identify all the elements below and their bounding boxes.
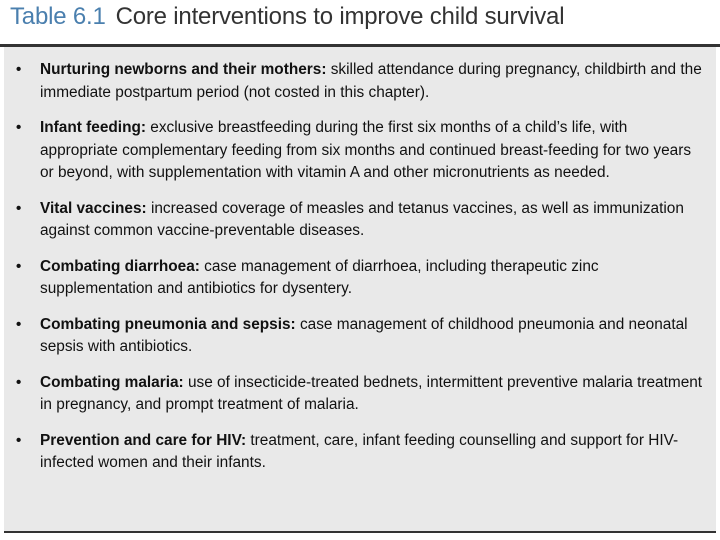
- bullet-icon: •: [16, 119, 22, 136]
- item-term: Nurturing newborns and their mothers:: [40, 61, 327, 78]
- item-text: treatment, care, infant feeding counselling and support for HIV-infected women and their infants.: [40, 431, 679, 471]
- intervention-list: [14, 59, 706, 488]
- list-item: [14, 314, 706, 359]
- list-item: [14, 117, 706, 185]
- item-term: Infant feeding:: [40, 119, 147, 136]
- bullet-icon: •: [16, 315, 22, 333]
- bullet-icon: •: [16, 373, 22, 391]
- item-term: Prevention and care for HIV:: [40, 431, 247, 449]
- item-term: Combating diarrhoea:: [40, 257, 200, 275]
- table-number: Table 6.1: [10, 3, 106, 30]
- list-item: [14, 430, 706, 475]
- list-item: [14, 256, 706, 301]
- table-header: [0, 0, 720, 42]
- bullet-icon: •: [16, 257, 22, 275]
- list-item: [14, 372, 706, 417]
- bullet-icon: •: [16, 199, 22, 217]
- bullet-icon: •: [16, 61, 22, 78]
- item-text: use of insecticide-treated bednets, intermittent preventive malaria treatment in pregnancy, and prompt treatment of malaria.: [40, 373, 703, 413]
- item-term: Vital vaccines:: [40, 199, 147, 217]
- bullet-icon: •: [16, 431, 22, 449]
- table-title-text: Core interventions to improve child survival: [115, 3, 565, 30]
- item-text: exclusive breastfeeding during the first six months of a child’s life, with appropriate complementary feeding from six months and continued breast-feeding for two years or beyond, with supplementation with vitamin A and other micronutrients as needed.: [40, 119, 692, 181]
- table-title: [10, 3, 564, 31]
- item-term: Combating pneumonia and sepsis:: [40, 315, 296, 333]
- item-text: skilled attendance during pregnancy, childbirth and the immediate postpartum period (not costed in this chapter).: [40, 61, 702, 101]
- item-term: Combating malaria:: [40, 373, 184, 391]
- item-text: case management of diarrhoea, including therapeutic zinc supplementation and antibiotics for dysentery.: [40, 257, 599, 297]
- list-item: [14, 198, 706, 243]
- item-text: increased coverage of measles and tetanus vaccines, as well as immunization against common vaccine-preventable diseases.: [40, 199, 684, 239]
- item-text: case management of childhood pneumonia and neonatal sepsis with antibiotics.: [40, 315, 688, 355]
- table-panel: [4, 47, 716, 533]
- list-item: [14, 59, 706, 104]
